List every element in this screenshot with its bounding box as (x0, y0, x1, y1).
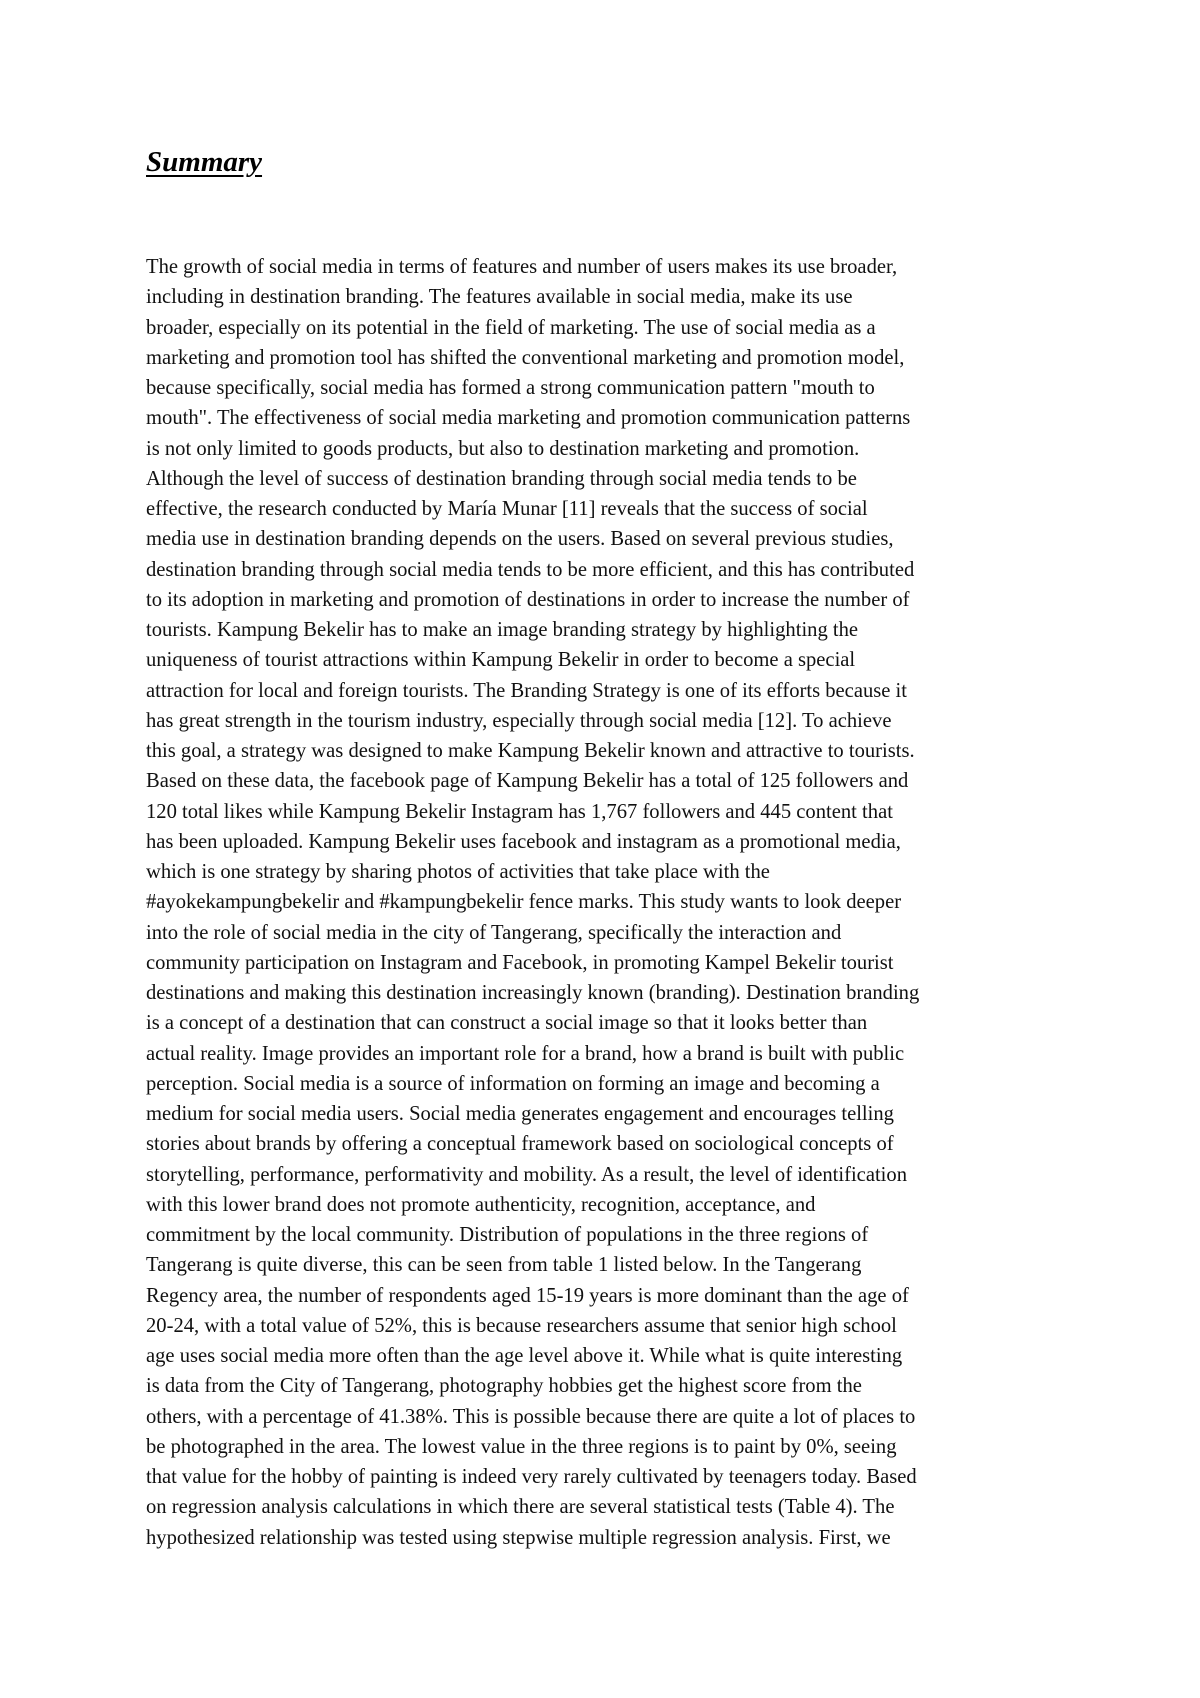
paragraph-line: is a concept of a destination that can construct a social image so that it looks better than (146, 1012, 868, 1035)
paragraph-line: broader, especially on its potential in the field of marketing. The use of social media as a (146, 316, 876, 339)
paragraph-line: has great strength in the tourism industry, especially through social media [12]. To achieve (146, 709, 892, 732)
paragraph-line: be photographed in the area. The lowest value in the three regions is to paint by 0%, seeing (146, 1435, 897, 1458)
paragraph-line: mouth". The effectiveness of social media marketing and promotion communication patterns (146, 407, 911, 430)
paragraph-line: to its adoption in marketing and promotion of destinations in order to increase the number of (146, 588, 910, 611)
paragraph-line: The growth of social media in terms of features and number of users makes its use broader, (146, 256, 898, 278)
paragraph-line: because specifically, social media has formed a strong communication pattern "mouth to (146, 377, 875, 399)
paragraph-line: actual reality. Image provides an important role for a brand, how a brand is built with public (146, 1042, 905, 1065)
paragraph-line: storytelling, performance, performativity and mobility. As a result, the level of identification (146, 1163, 907, 1186)
paragraph-line: 20-24, with a total value of 52%, this is because researchers assume that senior high school (146, 1314, 897, 1337)
paragraph-line: Regency area, the number of respondents aged 15-19 years is more dominant than the age of (146, 1284, 909, 1307)
paragraph-line: on regression analysis calculations in which there are several statistical tests (Table 4). The (146, 1496, 895, 1519)
paragraph-line: stories about brands by offering a conceptual framework based on sociological concepts of (146, 1133, 894, 1156)
paragraph-line: into the role of social media in the city of Tangerang, specifically the interaction and (146, 921, 842, 944)
paragraph-line: 120 total likes while Kampung Bekelir Instagram has 1,767 followers and 445 content that (146, 800, 893, 823)
paragraph-line: effective, the research conducted by María Munar [11] reveals that the success of social (146, 498, 868, 520)
paragraph-line: perception. Social media is a source of information on forming an image and becoming a (146, 1072, 880, 1095)
paragraph-line: Based on these data, the facebook page of Kampung Bekelir has a total of 125 followers and (146, 770, 909, 793)
paragraph-line: destinations and making this destination increasingly known (branding). Destination branding (146, 982, 920, 1004)
paragraph-line: this goal, a strategy was designed to make Kampung Bekelir known and attractive to tourists. (146, 740, 915, 762)
paragraph-line: is not only limited to goods products, but also to destination marketing and promotion. (146, 437, 860, 460)
paragraph-line: community participation on Instagram and Facebook, in promoting Kampel Bekelir tourist (146, 951, 894, 974)
paragraph-line: which is one strategy by sharing photos of activities that take place with the (146, 861, 770, 883)
paragraph-line: that value for the hobby of painting is indeed very rarely cultivated by teenagers today. Based (146, 1466, 917, 1488)
paragraph-line: media use in destination branding depends on the users. Based on several previous studies, (146, 528, 894, 551)
paragraph-line: marketing and promotion tool has shifted the conventional marketing and promotion model, (146, 346, 905, 369)
paragraph-line: others, with a percentage of 41.38%. This is possible because there are quite a lot of places to (146, 1405, 916, 1428)
paragraph-line: Tangerang is quite diverse, this can be seen from table 1 listed below. In the Tangerang (146, 1254, 862, 1277)
paragraph-line: hypothesized relationship was tested using stepwise multiple regression analysis. First, we (146, 1526, 891, 1549)
paragraph-line: medium for social media users. Social media generates engagement and encourages telling (146, 1103, 894, 1125)
paragraph-line: attraction for local and foreign tourists. The Branding Strategy is one of its efforts because it (146, 679, 908, 702)
paragraph-line: destination branding through social media tends to be more efficient, and this has contributed (146, 558, 915, 581)
paragraph-line: has been uploaded. Kampung Bekelir uses facebook and instagram as a promotional media, (146, 830, 901, 853)
paragraph-line: uniqueness of tourist attractions within Kampung Bekelir in order to become a special (146, 649, 856, 672)
paragraph-line: with this lower brand does not promote authenticity, recognition, acceptance, and (146, 1193, 816, 1216)
paragraph-line: tourists. Kampung Bekelir has to make an image branding strategy by highlighting the (146, 619, 859, 641)
paragraph-line: including in destination branding. The features available in social media, make its use (146, 286, 853, 309)
summary-paragraph (146, 252, 1066, 1553)
paragraph-line: is data from the City of Tangerang, photography hobbies get the highest score from the (146, 1375, 862, 1398)
paragraph-line: #ayokekampungbekelir and #kampungbekelir fence marks. This study wants to look deeper (146, 891, 902, 914)
page-title: Summary (146, 146, 263, 178)
paragraph-line: Although the level of success of destination branding through social media tends to be (146, 467, 857, 490)
paragraph-line: age uses social media more often than the age level above it. While what is quite interesting (146, 1345, 903, 1367)
paragraph-line: commitment by the local community. Distribution of populations in the three regions of (146, 1224, 869, 1246)
